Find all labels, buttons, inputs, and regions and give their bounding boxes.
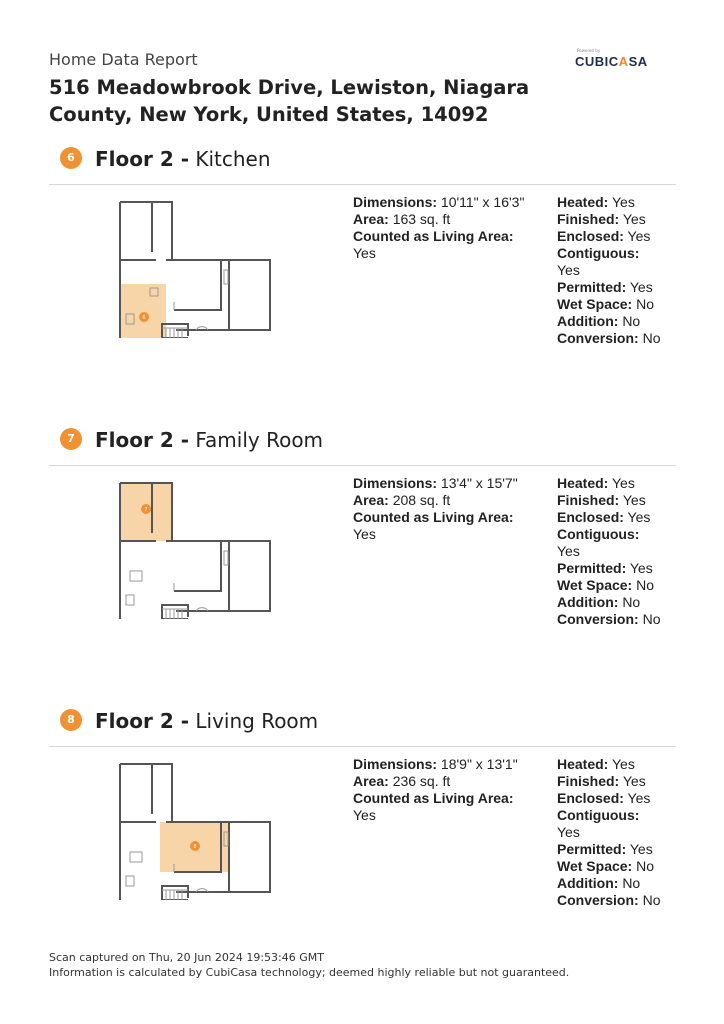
room-details-primary: [353, 756, 543, 824]
contiguous-value: Yes: [557, 824, 580, 840]
addition-row: Addition: No: [557, 594, 641, 610]
floor-plan-living-room: [116, 760, 276, 900]
section-divider: [49, 184, 676, 185]
wet-space-row: Wet Space: No: [557, 577, 655, 593]
contiguous-value: Yes: [557, 262, 580, 278]
dimensions-value: 10'11" x 16'3": [440, 194, 525, 210]
report-footer: [49, 950, 569, 980]
enclosed-row: Enclosed: Yes: [557, 228, 651, 244]
wet-space-row: Wet Space: No: [557, 858, 655, 874]
floor-plan-drawing: [116, 760, 276, 900]
room-marker-number: 8: [193, 844, 197, 850]
room-title: [95, 706, 318, 736]
conversion-row: Conversion: No: [557, 330, 661, 346]
dimensions-row: [353, 756, 543, 773]
permitted-row: Permitted: Yes: [557, 841, 653, 857]
room-section-kitchen: [0, 144, 724, 414]
room-number-badge: 8: [60, 709, 82, 731]
finished-row: Finished: Yes: [557, 492, 646, 508]
room-highlight: [120, 284, 166, 338]
logo-wordmark: [575, 54, 648, 69]
room-marker-number: 6: [142, 315, 146, 321]
room-details-flags: [557, 194, 677, 347]
room-details-primary: [353, 194, 543, 262]
wet-space-row: Wet Space: No: [557, 296, 655, 312]
area-value: 208 sq. ft: [392, 492, 451, 508]
contiguous-value: Yes: [557, 543, 580, 559]
dimensions-row: [353, 475, 543, 492]
permitted-row: Permitted: Yes: [557, 279, 653, 295]
living-area-label: Counted as Living Area:: [353, 790, 514, 806]
heated-row: Heated: Yes: [557, 475, 635, 491]
room-title: [95, 425, 323, 455]
room-marker-number: 7: [144, 507, 148, 513]
living-area-value: Yes: [353, 245, 376, 261]
area-label: Area:: [353, 773, 389, 789]
room-floor: Floor 2 -: [95, 709, 190, 733]
dimensions-label: Dimensions:: [353, 475, 438, 491]
room-section-living-room: [0, 706, 724, 976]
room-title: [95, 144, 271, 174]
disclaimer: Information is calculated by CubiCasa technology; deemed highly reliable but not guaranteed.: [49, 966, 570, 979]
area-row: [353, 773, 543, 790]
room-number-badge: 7: [60, 428, 82, 450]
room-floor: Floor 2 -: [95, 428, 190, 452]
section-divider: [49, 465, 676, 466]
enclosed-row: Enclosed: Yes: [557, 790, 651, 806]
dimensions-label: Dimensions:: [353, 756, 438, 772]
living-area-label: Counted as Living Area:: [353, 509, 514, 525]
addition-row: Addition: No: [557, 875, 641, 891]
conversion-row: Conversion: No: [557, 611, 661, 627]
living-area-label: Counted as Living Area:: [353, 228, 514, 244]
logo-text-tail: SA: [628, 54, 648, 69]
area-value: 163 sq. ft: [392, 211, 451, 227]
dimensions-row: [353, 194, 543, 211]
conversion-row: Conversion: No: [557, 892, 661, 908]
room-section-family-room: [0, 425, 724, 695]
logo-powered-by: Powered by: [577, 48, 601, 53]
enclosed-row: Enclosed: Yes: [557, 509, 651, 525]
cubicasa-logo: [575, 48, 665, 70]
contiguous-label: Contiguous:: [557, 807, 640, 823]
dimensions-value: 13'4" x 15'7": [440, 475, 518, 491]
dimensions-value: 18'9" x 13'1": [440, 756, 518, 772]
logo-text-accent: A: [618, 54, 629, 69]
area-label: Area:: [353, 211, 389, 227]
room-name: Kitchen: [195, 147, 271, 171]
report-label: Home Data Report: [49, 50, 198, 69]
room-details-flags: [557, 475, 677, 628]
room-details-flags: [557, 756, 677, 909]
area-row: [353, 211, 543, 228]
area-label: Area:: [353, 492, 389, 508]
property-address: 516 Meadowbrook Drive, Lewiston, Niagara County, New York, United States, 14092: [49, 76, 530, 126]
area-value: 236 sq. ft: [392, 773, 451, 789]
contiguous-label: Contiguous:: [557, 526, 640, 542]
floor-plan-drawing: [116, 198, 276, 338]
living-area-value: Yes: [353, 807, 376, 823]
floor-plan-kitchen: [116, 198, 276, 338]
room-name: Living Room: [195, 709, 319, 733]
logo-text-main: CUBIC: [575, 54, 619, 69]
dimensions-label: Dimensions:: [353, 194, 438, 210]
contiguous-label: Contiguous:: [557, 245, 640, 261]
room-floor: Floor 2 -: [95, 147, 190, 171]
floor-plan-drawing: [116, 479, 276, 619]
floor-plan-family-room: [116, 479, 276, 619]
finished-row: Finished: Yes: [557, 773, 646, 789]
heated-row: Heated: Yes: [557, 194, 635, 210]
living-area-value: Yes: [353, 526, 376, 542]
scan-timestamp: Scan captured on Thu, 20 Jun 2024 19:53:46 GMT: [49, 951, 324, 964]
addition-row: Addition: No: [557, 313, 641, 329]
room-details-primary: [353, 475, 543, 543]
room-number-badge: 6: [60, 147, 82, 169]
heated-row: Heated: Yes: [557, 756, 635, 772]
section-divider: [49, 746, 676, 747]
area-row: [353, 492, 543, 509]
finished-row: Finished: Yes: [557, 211, 646, 227]
room-name: Family Room: [195, 428, 324, 452]
permitted-row: Permitted: Yes: [557, 560, 653, 576]
